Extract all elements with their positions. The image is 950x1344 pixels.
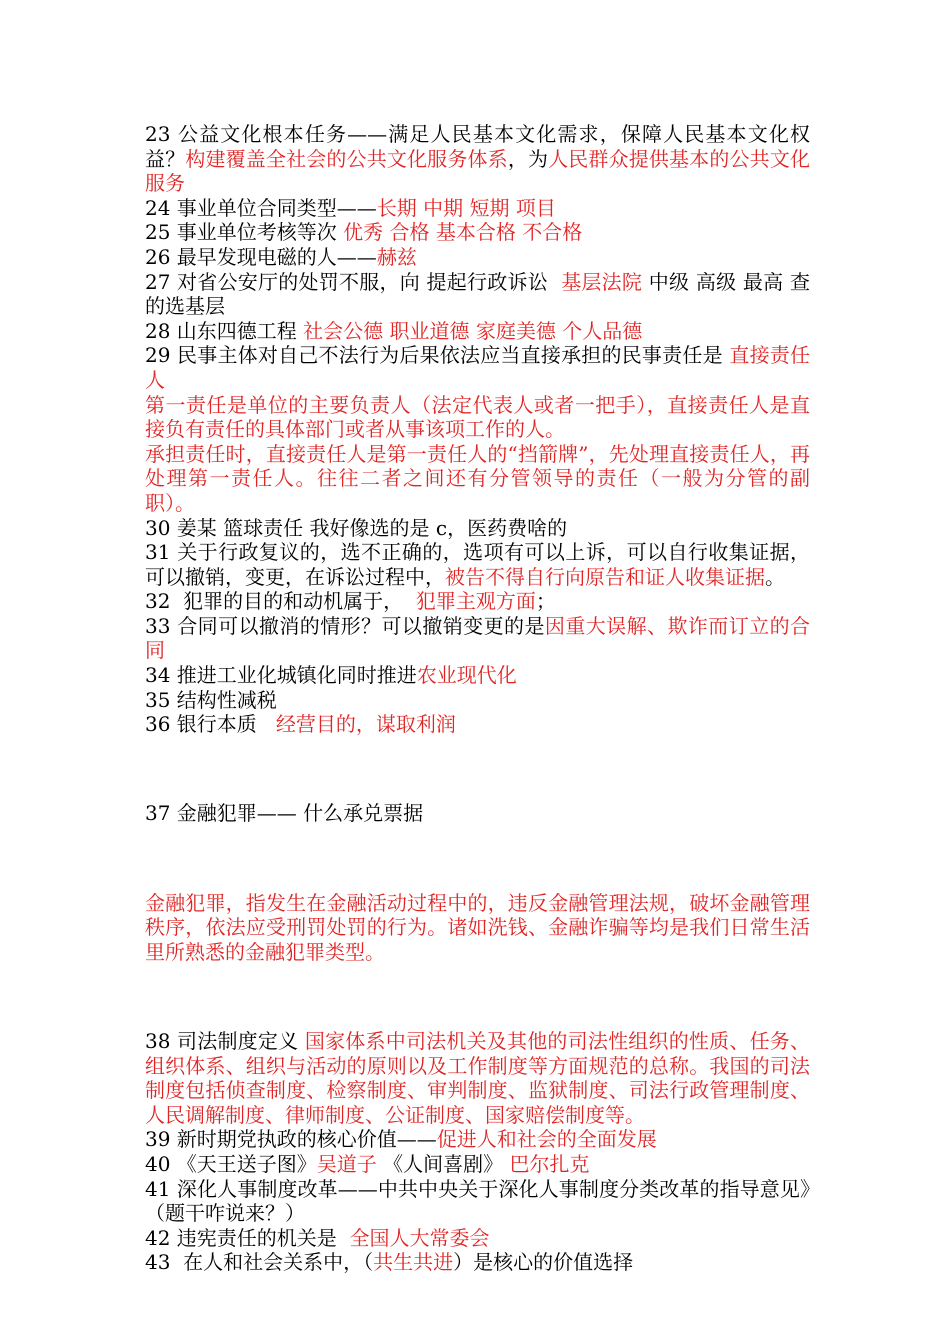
answer-text: 经营目的，谋取利润 [275, 712, 456, 737]
paragraph-p37b [145, 891, 810, 965]
answer-text: 吴道子 [316, 1151, 377, 1176]
question-text: 35 结构性减税 [145, 687, 277, 712]
answer-text: 金融犯罪，指发生在金融活动过程中的，违反金融管理法规，破坏金融管理秩序，依法应受刑罚处罚的行为。诸如洗钱、金融诈骗等均是我们日常生活里所熟悉的金融犯罪类型。 [145, 890, 810, 964]
paragraph-p30 [145, 516, 810, 541]
answer-text: 全国人大常委会 [349, 1225, 490, 1250]
question-text: 41 深化人事制度改革——中共中央关于深化人事制度分类改革的指导意见》（题干咋说来？） [145, 1176, 810, 1226]
paragraph-p41 [145, 1177, 810, 1226]
paragraph-p28 [145, 319, 810, 344]
question-text: 30 姜某 篮球责任 我好像选的是 c，医药费啥的 [145, 515, 568, 540]
answer-text: 优秀 合格 基本合格 不合格 [343, 220, 583, 245]
question-text: 37 金融犯罪—— 什么承兑票据 [145, 801, 424, 826]
blank-line [145, 757, 810, 782]
paragraph-p43 [145, 1250, 810, 1275]
paragraph-p27 [145, 270, 810, 319]
paragraph-p29 [145, 343, 810, 392]
question-text: ）是核心的价值选择 [453, 1250, 634, 1275]
answer-text: 因重大误解、欺诈而订立的合同 [145, 613, 810, 663]
paragraph-p29c [145, 442, 810, 516]
paragraph-p38 [145, 1029, 810, 1127]
answer-text: 巴尔扎克 [509, 1151, 590, 1176]
answer-text: 犯罪主观方面 [415, 589, 536, 614]
paragraph-p31 [145, 540, 810, 589]
paragraph-p32 [145, 589, 810, 614]
paragraph-p35 [145, 688, 810, 713]
answer-text: 基层法院 [561, 269, 643, 294]
question-text: 24 事业单位合同类型—— [145, 195, 377, 220]
answer-text: 人民群众提供基本的公共文化服务 [145, 146, 810, 196]
question-text: 27 对省公安厅的处罚不服，向 提起行政诉讼 [145, 269, 562, 294]
answer-text: 构建覆盖全社会的公共文化服务体系 [185, 146, 508, 171]
paragraph-p25 [145, 220, 810, 245]
paragraph-p26 [145, 245, 810, 270]
paragraph-p42 [145, 1226, 810, 1251]
question-text: 31 关于行政复议的，选不正确的，选项有可以上诉，可以自行收集证据，可以撤销，变更，在诉讼过程中， [145, 540, 810, 589]
question-text: 23 公益文化根本任务——满足人民基本文化需求，保障人民基本文化权益？ [145, 122, 810, 171]
question-text: 《人间喜剧》 [376, 1151, 510, 1176]
question-text: 26 最早发现电磁的人—— [145, 244, 377, 269]
blank-line [145, 984, 810, 1009]
question-text: 42 违宪责任的机关是 [145, 1225, 350, 1250]
question-text: 43 在人和社会关系中，（ [145, 1250, 374, 1275]
question-text: 32 犯罪的目的和动机属于， [145, 589, 416, 614]
blank-line [145, 846, 810, 871]
paragraph-p33 [145, 614, 810, 663]
question-text: 34 推进工业化城镇化同时推进 [145, 663, 417, 688]
paragraph-p23 [145, 122, 810, 196]
answer-text: 直接责任人 [145, 343, 810, 392]
paragraph-p34 [145, 663, 810, 688]
question-text: 39 新时期党执政的核心价值—— [145, 1127, 437, 1152]
question-text: 25 事业单位考核等次 [145, 220, 344, 245]
paragraph-p40 [145, 1152, 810, 1177]
answer-text: 第一责任是单位的主要负责人（法定代表人或者一把手），直接责任人是直接负有责任的具体部门或者从事该项工作的人。 [145, 392, 810, 442]
answer-text: 长期 中期 短期 项目 [376, 195, 556, 220]
paragraph-p37 [145, 801, 810, 826]
answer-text: 承担责任时，直接责任人是第一责任人的“挡箭牌”，先处理直接责任人，再处理第一责任人。往往二者之间还有分管领导的责任（一般为分管的副职）。 [145, 441, 810, 515]
paragraph-p39 [145, 1127, 810, 1152]
answer-text: 共生共进 [373, 1250, 454, 1275]
question-text: ，为 [507, 146, 549, 171]
question-text: 28 山东四德工程 [145, 318, 304, 343]
answer-text: 赫兹 [376, 244, 417, 269]
paragraph-p36 [145, 712, 810, 737]
answer-text: 国家体系中司法机关及其他的司法性组织的性质、任务、组织体系、组织与活动的原则以及工作制度等方面规范的总称。我国的司法制度包括侦查制度、检察制度、审判制度、监狱制度、司法行政管理制度、人民调解制度、律师制度、公证制度、国家赔偿制度等。 [145, 1029, 810, 1127]
answer-text: 被告不得自行向原告和证人收集证据 [445, 564, 765, 589]
document-body [145, 122, 810, 1275]
question-text: 。 [765, 564, 785, 589]
answer-text: 促进人和社会的全面发展 [436, 1127, 657, 1152]
question-text: 29 民事主体对自己不法行为后果依法应当直接承担的民事责任是 [145, 343, 730, 368]
question-text: ； [535, 589, 556, 614]
question-text: 33 合同可以撤消的情形？可以撤销变更的是 [145, 613, 545, 638]
paragraph-p24 [145, 196, 810, 221]
question-text: 40 《天王送子图》 [145, 1151, 317, 1176]
question-text: 38 司法制度定义 [145, 1029, 305, 1053]
paragraph-p29b [145, 393, 810, 442]
question-text: 36 银行本质 [145, 712, 276, 737]
question-text: 中级 高级 最高 查的选基层 [145, 269, 810, 319]
answer-text: 社会公德 职业道德 家庭美德 个人品德 [303, 318, 643, 343]
answer-text: 农业现代化 [416, 663, 517, 688]
